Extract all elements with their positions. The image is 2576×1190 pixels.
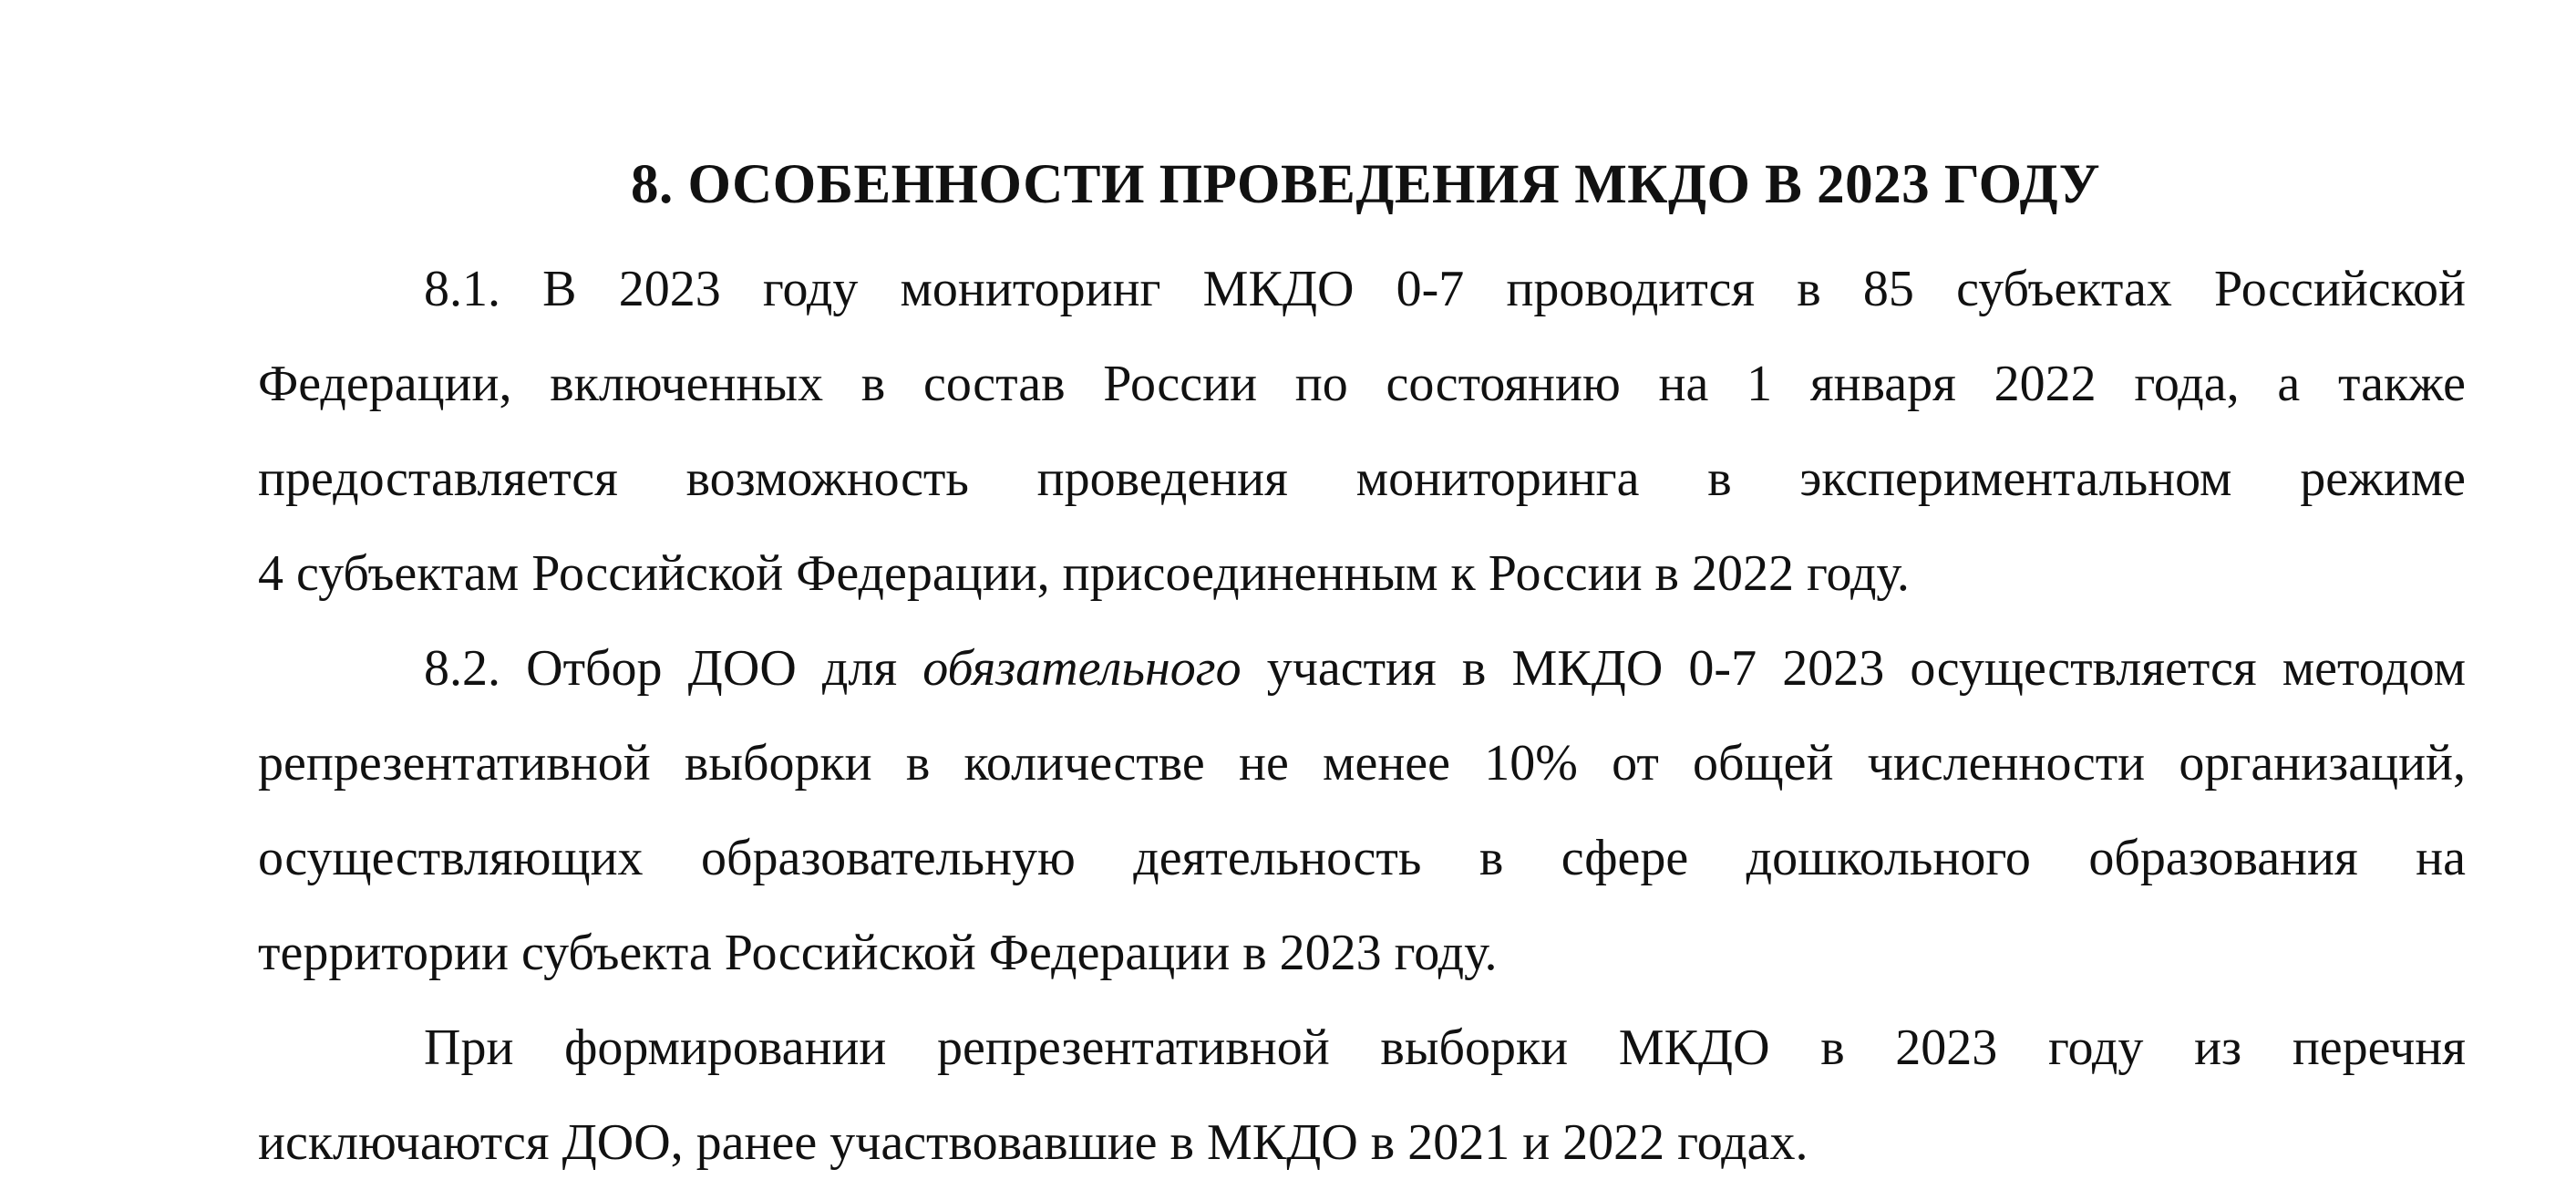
document-body <box>258 242 2466 1190</box>
paragraph-line: исключаются ДОО, ранее участвовавшие в МКДО в 2021 и 2022 годах. <box>258 1114 1808 1171</box>
paragraph-line: предоставляется возможность проведения мониторинга в экспериментальном режиме <box>258 450 2466 507</box>
paragraph-8-1 <box>258 242 2466 621</box>
italic-emphasis: обязательного <box>922 640 1242 697</box>
paragraph-sampling-exclusion <box>258 1000 2466 1190</box>
paragraph-line: репрезентативной выборки в количестве не менее 10% от общей численности организаций, <box>258 735 2466 792</box>
paragraph-8-2 <box>258 621 2466 1000</box>
paragraph-line: 8.1. В 2023 году мониторинг МКДО 0-7 проводится в 85 субъектах Российской <box>424 261 2466 317</box>
section-heading: 8. ОСОБЕННОСТИ ПРОВЕДЕНИЯ МКДО В 2023 ГОДУ <box>630 154 2101 215</box>
paragraph-line: осуществляющих образовательную деятельность в сфере дошкольного образования на <box>258 830 2466 886</box>
text-run: 8.2. Отбор ДОО для <box>424 640 923 697</box>
paragraph-line <box>258 621 2466 716</box>
paragraph-line: При формировании репрезентативной выборки МКДО в 2023 году из перечня <box>424 1019 2466 1076</box>
paragraph-line: Федерации, включенных в состав России по состоянию на 1 января 2022 года, а также <box>258 356 2466 412</box>
paragraph-line: территории субъекта Российской Федерации в 2023 году. <box>258 925 1498 981</box>
text-run: участия в МКДО 0-7 2023 осуществляется методом <box>1241 640 2467 697</box>
paragraph-line: 4 субъектам Российской Федерации, присоединенным к России в 2022 году. <box>258 545 1910 602</box>
